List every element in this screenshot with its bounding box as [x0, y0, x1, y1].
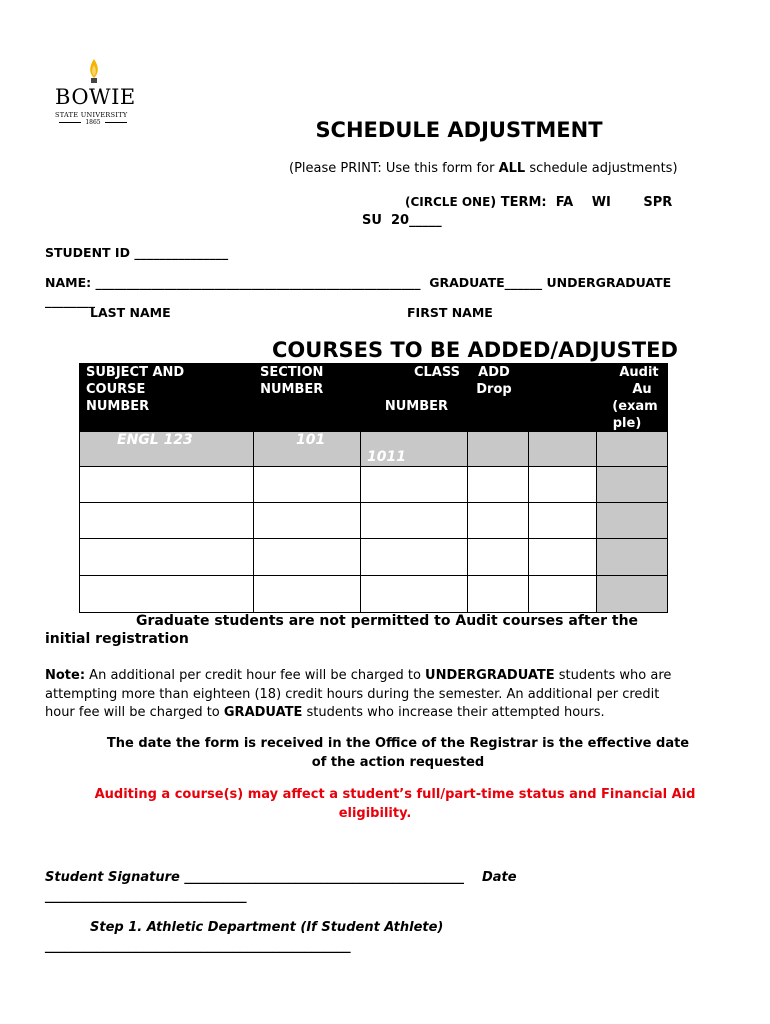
term-su-year [362, 213, 442, 228]
student-signature-field[interactable]: Student Signature ___________________________________________ Date [45, 870, 517, 885]
header-section: SECTION NUMBER [260, 365, 324, 397]
term-option-su[interactable]: SU [362, 213, 382, 228]
step1-signature-field[interactable]: _______________________________________________ [45, 939, 351, 954]
name-wrap-line: ________ [45, 293, 95, 308]
subject-input[interactable] [79, 538, 254, 576]
class-input[interactable] [360, 466, 468, 503]
example-class: 1011 [367, 449, 406, 465]
logo-subtitle: STATE UNIVERSITY [55, 111, 128, 119]
subject-input[interactable] [79, 502, 254, 539]
example-drop-cell [528, 431, 597, 467]
class-input[interactable] [360, 502, 468, 539]
courses-table [79, 363, 668, 613]
courses-title: COURSES TO BE ADDED/ADJUSTED [272, 338, 678, 362]
logo-year: 1865 [55, 119, 131, 126]
term-select: (CIRCLE ONE) TERM: FA WI SPR [405, 195, 673, 210]
graduate-notice-line1: Graduate students are not permitted to Audit courses after the [136, 613, 639, 629]
example-audit-cell [596, 431, 668, 467]
date-field[interactable]: _______________________________ [45, 889, 247, 904]
example-subject: ENGL 123 [117, 432, 193, 448]
drop-input[interactable] [528, 466, 597, 503]
audit-input[interactable] [596, 502, 668, 539]
date-label: Date [481, 870, 517, 885]
page-title: SCHEDULE ADJUSTMENT [315, 118, 603, 142]
term-option-wi[interactable]: WI [591, 195, 611, 210]
term-option-spr[interactable]: SPR [643, 195, 673, 210]
term-year-field[interactable]: 20_____ [390, 213, 442, 228]
drop-input[interactable] [528, 502, 597, 539]
effective-date-notice: The date the form is received in the Office of the Registrar is the effective date of the action requested [106, 736, 690, 770]
header-subject: SUBJECT AND COURSE NUMBER [86, 365, 185, 414]
section-input[interactable] [253, 538, 361, 576]
audit-input[interactable] [596, 575, 668, 613]
add-input[interactable] [467, 502, 529, 539]
section-input[interactable] [253, 502, 361, 539]
subject-input[interactable] [79, 466, 254, 503]
add-input[interactable] [467, 575, 529, 613]
graduate-notice-line2: initial registration [45, 631, 189, 647]
first-name-label: FIRST NAME [407, 305, 493, 320]
add-input[interactable] [467, 538, 529, 576]
drop-input[interactable] [528, 575, 597, 613]
header-add-drop: ADD Drop [476, 365, 512, 397]
logo-name: BOWIE [55, 85, 136, 109]
student-id-field[interactable]: STUDENT ID _______________ [45, 245, 229, 260]
header-class: CLASS NUMBER [384, 365, 460, 414]
drop-input[interactable] [528, 538, 597, 576]
audit-input[interactable] [596, 466, 668, 503]
example-add-cell [467, 431, 529, 467]
undergraduate-option: UNDERGRADUATE [546, 275, 672, 290]
class-input[interactable] [360, 538, 468, 576]
subject-input[interactable] [79, 575, 254, 613]
name-field[interactable]: NAME: ____________________________________________________ GRADUATE______ UNDERGRADUATE [45, 275, 672, 290]
audit-warning: Auditing a course(s) may affect a student’s full/part-time status and Financial Aid eligibility. [94, 787, 696, 821]
graduate-option: GRADUATE______ [429, 275, 543, 290]
fee-note: Note: An additional per credit hour fee will be charged to UNDERGRADUATE students who are attempting more than eighteen (18) credit hours during the semester. An additional per credit hour fee will be charged to GRADUATE students who increase their attempted hours. [45, 668, 672, 720]
header-audit: Audit Au (exam ple) [612, 365, 659, 431]
example-section: 101 [296, 432, 326, 448]
last-name-label: LAST NAME [90, 305, 171, 320]
section-input[interactable] [253, 466, 361, 503]
class-input[interactable] [360, 575, 468, 613]
audit-input[interactable] [596, 538, 668, 576]
section-input[interactable] [253, 575, 361, 613]
term-option-fa[interactable]: FA [555, 195, 574, 210]
page-subtitle: (Please PRINT: Use this form for ALL schedule adjustments) [289, 161, 678, 176]
add-input[interactable] [467, 466, 529, 503]
step1-label: Step 1. Athletic Department (If Student Athlete) [90, 920, 444, 935]
